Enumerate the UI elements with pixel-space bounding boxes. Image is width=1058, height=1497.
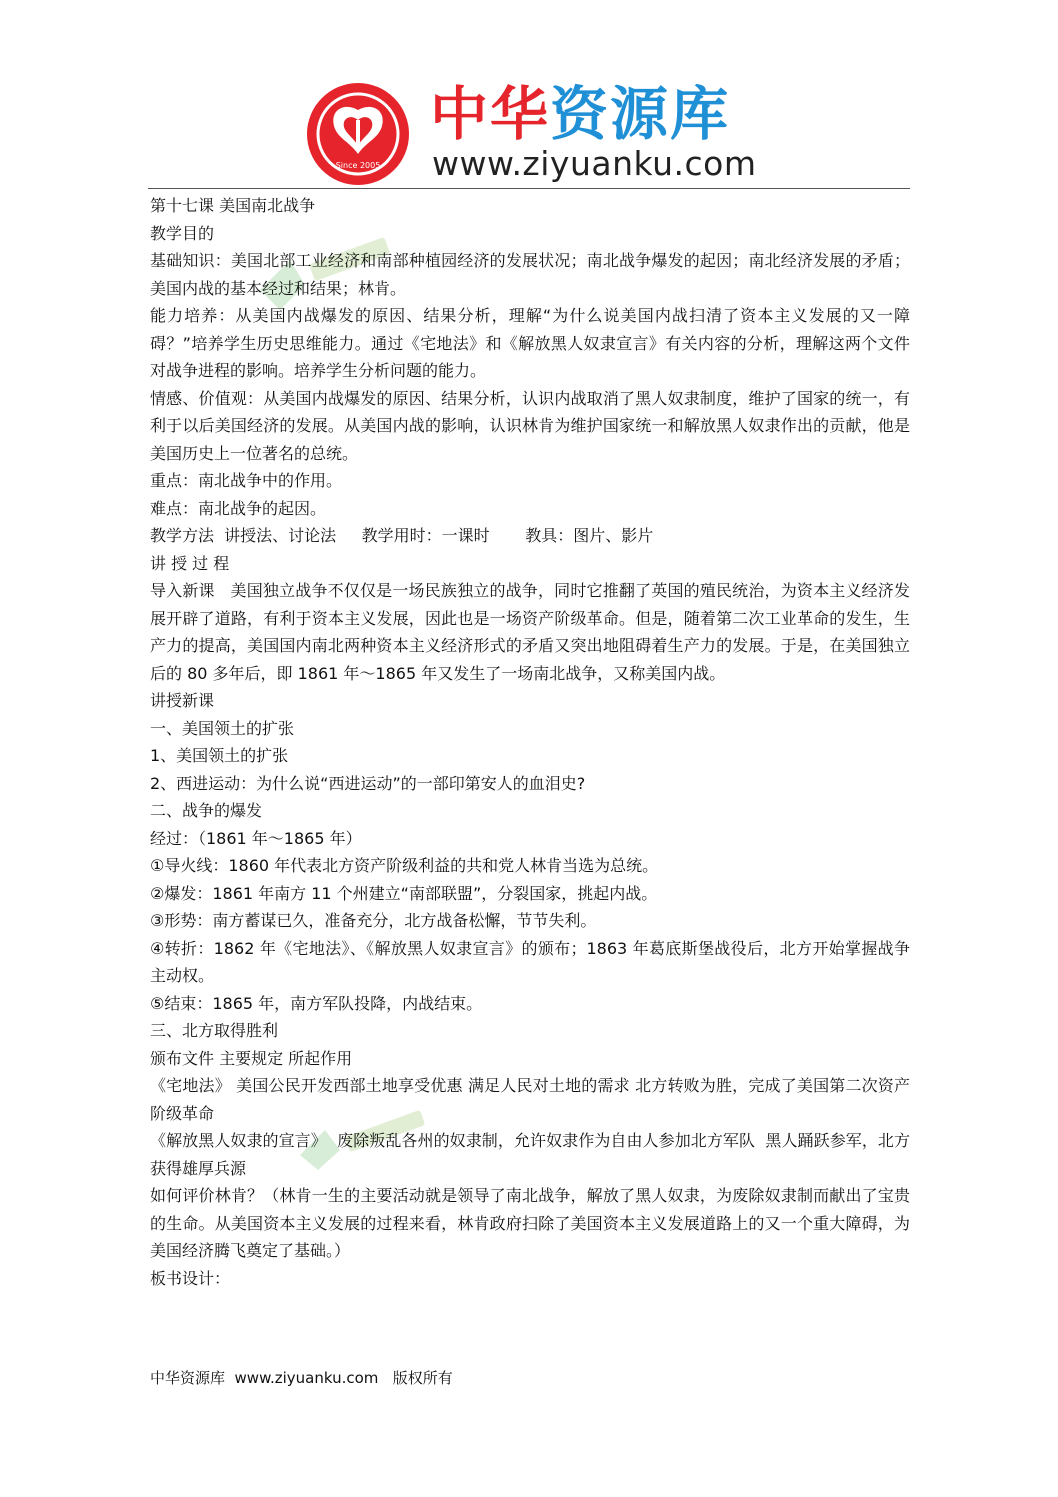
table-row: 《宅地法》 美国公民开发西部土地享受优惠 满足人民对土地的需求 北方转败为胜，完成了美国第二次资产阶级革命: [150, 1076, 910, 1123]
brand-title-part2: 资源库: [550, 80, 731, 148]
section-heading-1: 一、美国领土的扩张: [150, 718, 295, 738]
paragraph-key-point: 重点：南北战争中的作用。: [150, 471, 343, 490]
table-row: 《解放黑人奴隶的宣言》 废除叛乱各州的奴隶制，允许奴隶作为自由人参加北方军队 黑人踊跃参军，北方获得雄厚兵源: [150, 1131, 910, 1178]
header-divider: [148, 188, 910, 189]
list-item: ②爆发：1861 年南方 11 个州建立“南部联盟”，分裂国家，挑起内战。: [150, 883, 658, 903]
paragraph-lincoln: 如何评价林肯？（林肯一生的主要活动就是领导了南北战争，解放了黑人奴隶，为废除奴隶制而献出了宝贵的生命。从美国资本主义发展的过程来看，林肯政府扫除了美国资本主义发展道路上的又一个重大障碍，为美国经济腾飞奠定了基础。）: [150, 1186, 910, 1260]
list-item: 经过：（1861 年～1865 年）: [150, 828, 362, 848]
paragraph-introduction: 导入新课 美国独立战争不仅仅是一场民族独立的战争，同时它推翻了英国的殖民统治，为资本主义经济发展开辟了道路，有利于资本主义发展，因此也是一场资产阶级革命。但是，随着第二次工业革命的发生，生产力的提高，美国国内南北两种资本主义经济形式的矛盾又突出地阻碍着生产力的发展。于是，在美国独立后的 80 多年后，即 1861 年～1865 年又发生了一场南北战争，又称美国内战。: [150, 581, 910, 683]
page-header: [0, 0, 1058, 190]
list-item: ④转折：1862 年《宅地法》、《解放黑人奴隶宣言》的颁布；1863 年葛底斯堡战役后，北方开始掌握战争主动权。: [150, 938, 910, 985]
brand-title-part1: 中华: [430, 80, 551, 148]
brand-url: www.ziyuanku.com: [432, 144, 757, 183]
page-footer: 中华资源库 www.ziyuanku.com 版权所有: [150, 1369, 453, 1387]
section-heading-objectives: 教学目的: [150, 223, 215, 243]
logo-icon: [304, 80, 412, 188]
table-header-line: 颁布文件 主要规定 所起作用: [150, 1048, 353, 1068]
logo-since-text: Since 2005: [335, 161, 381, 170]
list-item: 2、西进运动：为什么说“西进运动”的一部印第安人的血泪史?: [150, 773, 586, 793]
paragraph-board-design: 板书设计：: [150, 1268, 231, 1288]
section-heading-2: 二、战争的爆发: [150, 801, 263, 820]
section-heading-3: 三、北方取得胜利: [150, 1021, 279, 1040]
section-heading-process: 讲 授 过 程: [150, 553, 230, 573]
list-item: ⑤结束：1865 年，南方军队投降，内战结束。: [150, 993, 483, 1013]
list-item: ①导火线：1860 年代表北方资产阶级利益的共和党人林肯当选为总统。: [150, 856, 659, 875]
lesson-title: 第十七课 美国南北战争: [150, 196, 316, 215]
paragraph-ability: 能力培养：从美国内战爆发的原因、结果分析，理解“为什么说美国内战扫清了资本主义发展的又一障碍？”培养学生历史思维能力。通过《宅地法》和《解放黑人奴隶宣言》有关内容的分析，理解这两个文件对战争进程的影响。培养学生分析问题的能力。: [150, 306, 910, 380]
paragraph-method: 教学方法 讲授法、讨论法 教学用时：一课时 教具：图片、影片: [150, 526, 654, 545]
list-item: ③形势：南方蓄谋已久，准备充分，北方战备松懈，节节失利。: [150, 911, 597, 930]
paragraph-values: 情感、价值观：从美国内战爆发的原因、结果分析，认识内战取消了黑人奴隶制度，维护了国家的统一，有利于以后美国经济的发展。从美国内战的影响，认识林肯为维护国家统一和解放黑人奴隶作出的贡献，他是美国历史上一位著名的总统。: [150, 388, 910, 463]
list-item: 1、美国领土的扩张: [150, 746, 289, 765]
paragraph-difficulty: 难点：南北战争的起因。: [150, 498, 327, 518]
document-body: [150, 192, 910, 1292]
brand-title: [430, 82, 730, 146]
section-heading-new-lesson: 讲授新课: [150, 691, 215, 710]
paragraph-basic-knowledge: 基础知识：美国北部工业经济和南部种植园经济的发展状况；南北战争爆发的起因；南北经济发展的矛盾；美国内战的基本经过和结果；林肯。: [150, 251, 910, 298]
